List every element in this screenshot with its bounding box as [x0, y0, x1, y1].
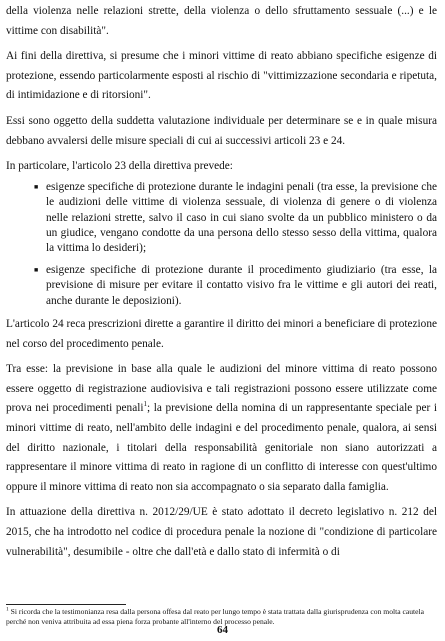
list-item	[6, 180, 437, 257]
list-item-text: esigenze specifiche di protezione durante il procedimento giudiziario (tra esse, la previsione di misure per evitare il contatto visivo fra le vittime e gli autori dei reati, anche durante le deposizioni).	[46, 263, 437, 307]
footnote-number: 1	[6, 606, 9, 613]
list-item	[6, 263, 437, 309]
list-item-text: esigenze specifiche di protezione durante le indagini penali (tra esse, la previsione che le audizioni delle vittime di violenza sessuale, di violenza di genere o di violenza nelle relazioni strette, salvo il caso in cui siano svolte da un pubblico ministero o da un giudice, vengano condotte da una persona dello stesso sesso della vittima, qualora la vittima lo desideri);	[46, 180, 437, 255]
paragraph-7: In attuazione della direttiva n. 2012/29/UE è stato adottato il decreto legislativo n. 212 del 2015, che ha introdotto nel codice di procedura penale la nozione di "condizione di particolare vulnerabilità", desumibile - oltre che dall'età e dallo stato di infermità o di	[6, 506, 437, 558]
bullet-list	[6, 180, 437, 309]
paragraph-6-part-b: ; la previsione della nomina di un rappresentante speciale per i minori vittime di reato, nell'ambito delle indagini e del procedimento penale, qualora, ai sensi del diritto nazionale, i titolari della responsabilità genitoriale non siano autorizzati a rappresentare il minore vittima di reato in ragione di un conflitto di interesse con quest'ultimo oppure il minore vittima di reato non sia accompagnato o sia separato dalla famiglia.	[6, 402, 437, 493]
square-bullet-icon: ■	[34, 182, 39, 191]
paragraph-3: Essi sono oggetto della suddetta valutazione individuale per determinare se e in quale misura debbano avvalersi delle misure speciali di cui ai successivi articoli 23 e 24.	[6, 114, 437, 147]
footnote-divider	[6, 604, 126, 605]
footnote-text: Si ricorda che la testimonianza resa dalla persona offesa dal reato per lungo tempo è stata trattata dalla giurisprudenza con molta cautela perché non veniva attribuita ad essa piena forza probante all'interno del processo penale.	[6, 607, 424, 626]
paragraph-2: Ai fini della direttiva, si presume che i minori vittime di reato abbiano specifiche esigenze di protezione, essendo particolarmente esposti al rischio di "vittimizzazione secondaria e ripetuta, di intimidazione e di ritorsioni".	[6, 50, 437, 102]
paragraph-1: della violenza nelle relazioni strette, della violenza o dello sfruttamento sessuale (...) e le vittime con disabilità".	[6, 5, 437, 37]
paragraph-6	[6, 360, 437, 497]
paragraph-4: In particolare, l'articolo 23 della direttiva prevede:	[6, 160, 233, 173]
square-bullet-icon: ■	[34, 265, 39, 274]
paragraph-5: L'articolo 24 reca prescrizioni dirette a garantire il diritto dei minori a beneficiare di protezione nel corso del procedimento penale.	[6, 318, 437, 350]
paragraph-6-part-a: Tra esse: la previsione in base alla quale le audizioni del minore vittima di reato possono essere oggetto di registrazione audiovisiva e tali registrazioni possono essere utilizzate come prova nei procedimenti penali	[6, 363, 437, 415]
page-number: 64	[217, 624, 228, 636]
footnote-reference[interactable]: 1	[143, 400, 147, 409]
